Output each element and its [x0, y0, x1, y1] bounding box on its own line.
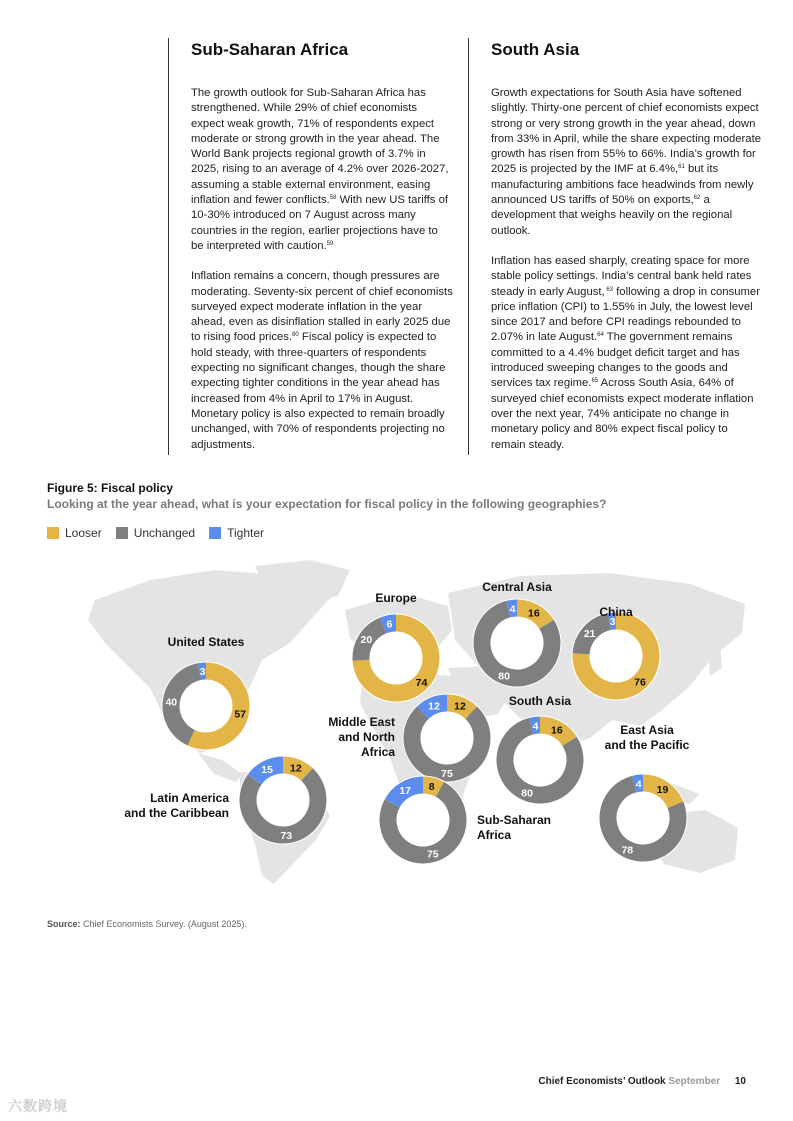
region-label: [605, 723, 690, 752]
south-asia-section: [468, 38, 763, 455]
donut-value-looser: 16: [551, 724, 563, 737]
region-label: [509, 694, 572, 708]
donut-value-tighter: 4: [509, 603, 516, 616]
paragraph: [191, 269, 453, 453]
region-label: [168, 635, 245, 649]
paragraph-text: Growth expectations for South Asia have softened slightly. Thirty-one percent of chief economists expect strong or very strong growth in the year ahead, down from 33% in April, while the share expecting moderate growth has risen from 55% to 66%. India’s growth for 2025 is projected by the IMF at 6.4%,: [491, 87, 762, 176]
donut-value-looser: 16: [528, 607, 540, 620]
donut-value-unchanged: 73: [280, 829, 293, 842]
donut-value-unchanged: 80: [521, 787, 533, 800]
legend-swatch-unchanged: [116, 527, 128, 539]
source-note: [47, 919, 247, 929]
paragraph-text: Fiscal policy is expected to hold steady, with three-quarters of respondents expecting no significant changes, though the share expecting tighter conditions in the year ahead has increased from 4% in April to 17% in August. Monetary policy is also expected to remain broadly unchanged, with 70% of respondents projecting no adjustments.: [191, 331, 446, 451]
figure-title: Figure 5: Fiscal policy: [47, 481, 174, 495]
donut-value-tighter: 6: [386, 618, 393, 631]
paragraph-text: The growth outlook for Sub-Saharan Africa has strengthened. While 29% of chief economists expect weak growth, 71% of respondents expect moderate or strong growth in the year ahead. The World Bank projects regional growth of 3.7% in 2025, rising to an average of 4.2% over 2026-2027, assuming a stable external environment, easing inflation and fewer conflicts.: [191, 87, 449, 207]
paragraph-text: The government remains committed to a 4.4% budget deficit target and has introduced sweeping changes to the goods and services tax regime.: [491, 331, 740, 390]
paragraph-text: but its manufacturing ambitions face headwinds from newly announced US tariffs of 50% on exports,: [491, 163, 754, 207]
sub-saharan-africa-section: [168, 38, 453, 455]
region-label-line: and the Pacific: [604, 738, 690, 752]
region-label-line: United States: [167, 635, 245, 649]
region-label: [599, 605, 633, 619]
footnote-marker: 59: [326, 240, 334, 247]
region-label-line: and North: [338, 730, 395, 744]
footnote-marker: 58: [329, 195, 337, 202]
footnote-marker: 62: [693, 195, 701, 202]
donut-value-looser: 74: [415, 677, 428, 689]
paragraph-text: Across South Asia, 64% of surveyed chief economists expect moderate inflation over the next year, 74% anticipate no change in monetary policy and 80% expect fiscal policy to remain steady.: [491, 377, 754, 451]
paragraph: [491, 86, 763, 239]
world-map-chart: [0, 548, 793, 898]
region-label: [482, 580, 552, 594]
donut-value-looser: 12: [290, 762, 302, 775]
source-label: Source:: [47, 919, 81, 929]
footnote-marker: 63: [604, 286, 614, 293]
region-label-line: Middle East: [328, 715, 395, 729]
legend-swatch-looser: [47, 527, 59, 539]
page-number: 10: [734, 1076, 746, 1087]
paragraph: [491, 254, 763, 453]
donut-value-tighter: 3: [609, 616, 616, 629]
region-label-line: Latin America: [150, 791, 229, 805]
donut-value-looser: 12: [454, 700, 466, 713]
donut-value-tighter: 12: [428, 700, 440, 713]
donut-value-looser: 19: [656, 783, 669, 796]
legend-item-tighter: [209, 526, 264, 540]
region-label: [328, 715, 395, 759]
donut-value-tighter: 15: [261, 763, 273, 776]
legend-item-unchanged: [116, 526, 195, 540]
paragraph-text: a development that weighs heavily on the regional outlook.: [491, 194, 733, 237]
region-label: [124, 791, 229, 820]
donut-value-tighter: 3: [199, 666, 206, 679]
footnote-marker: 60: [292, 332, 299, 339]
paragraph: [191, 86, 453, 254]
paragraph-text: following a drop in consumer price inflation (CPI) to 1.55% in July, the lowest level since 2017 and before CPI readings rebounded to 2.07% in late August.: [491, 285, 760, 344]
donut-value-unchanged: 78: [621, 844, 634, 857]
legend-swatch-tighter: [209, 527, 221, 539]
region-label-line: Central Asia: [482, 580, 552, 594]
donut-value-unchanged: 40: [165, 696, 178, 709]
legend-item-looser: [47, 526, 102, 540]
region-label-line: Europe: [375, 591, 417, 605]
figure-question: Looking at the year ahead, what is your expectation for fiscal policy in the following geographies?: [47, 497, 607, 511]
donut-value-looser: 8: [428, 781, 435, 794]
region-label-line: and the Caribbean: [124, 806, 229, 820]
footer-title: Chief Economists’ Outlook: [538, 1076, 666, 1087]
donut-value-unchanged: 21: [583, 627, 596, 640]
region-label-line: Sub-Saharan: [477, 813, 552, 827]
section-heading: Sub-Saharan Africa: [191, 40, 349, 59]
legend-label: Looser: [65, 526, 102, 540]
region-label: [477, 813, 551, 842]
donut-value-looser: 57: [234, 708, 247, 721]
donut-eap: [599, 723, 690, 863]
page-footer: [538, 1076, 746, 1087]
footnote-marker: 61: [678, 164, 685, 171]
source-text: Chief Economists Survey. (August 2025).: [80, 919, 247, 929]
legend-label: Tighter: [227, 526, 264, 540]
legend-label: Unchanged: [133, 526, 196, 540]
paragraph-text: Inflation remains a concern, though pressures are moderating. Seventy-six percent of chief economists surveyed expect moderate inflation in the year ahead, even as disinflation stalled in early 2025 due to rising food prices.: [191, 270, 453, 344]
footnote-marker: 65: [591, 378, 599, 385]
donut-value-tighter: 4: [635, 778, 642, 791]
region-label-line: South Asia: [508, 694, 572, 708]
donut-value-unchanged: 80: [498, 670, 510, 683]
donut-value-tighter: 17: [399, 784, 412, 797]
region-label-line: China: [599, 605, 633, 619]
watermark-logo: 六数跨境: [8, 1098, 68, 1114]
region-label-line: Africa: [477, 828, 512, 842]
section-heading: South Asia: [491, 40, 580, 59]
donut-value-unchanged: 75: [441, 768, 453, 780]
chart-legend: [47, 526, 264, 540]
donut-value-tighter: 4: [532, 720, 539, 733]
donut-value-unchanged: 75: [426, 848, 439, 861]
region-label-line: East Asia: [620, 723, 674, 737]
footnote-marker: 64: [597, 332, 604, 339]
footer-month: September: [668, 1076, 721, 1087]
region-label-line: Africa: [360, 745, 395, 759]
paragraph-text: Inflation has eased sharply, creating space for more stable policy settings. India’s central bank held rates steady in early August,: [491, 254, 752, 298]
paragraph-text: With new US tariffs of 10-30% introduced on 7 August across many countries in the region, earlier projections have to be interpreted with caution.: [191, 194, 449, 252]
donut-value-looser: 76: [634, 676, 646, 689]
region-label: [375, 591, 417, 605]
donut-value-unchanged: 20: [360, 634, 373, 647]
